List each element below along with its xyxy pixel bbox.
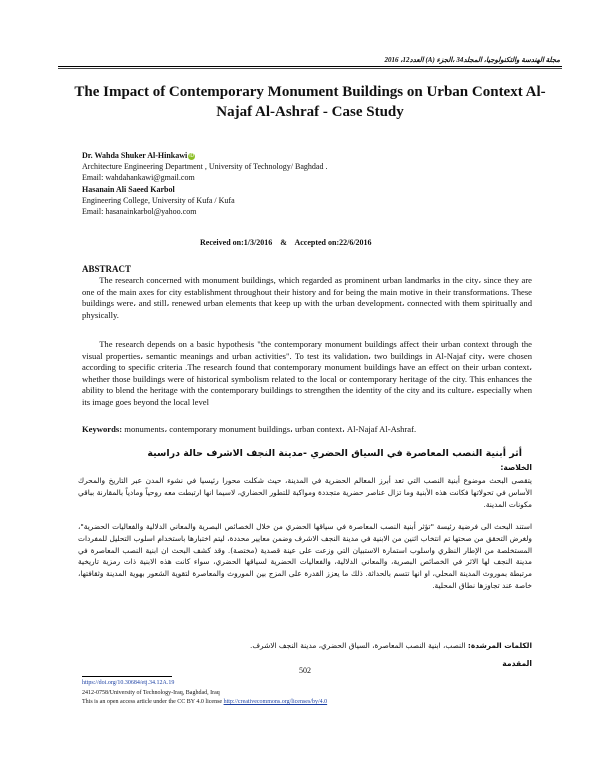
keywords-line: [82, 424, 532, 436]
paper-title: The Impact of Contemporary Monument Buildings on Urban Context Al-Najaf Al-Ashraf - Case Study: [74, 84, 546, 120]
accepted-date: Accepted on:22/6/2016: [294, 238, 372, 247]
date-separator: &: [280, 238, 287, 247]
abstract-paragraph-2: The research depends on a basic hypothesis "the contemporary monument buildings affect their urban context through the visual properties، semantic meanings and urban activities". To test its validation، two buildings in Al-Najaf city، were chosen according to specific criteria .The research found that contemporary monument buildings have an effect on their urban context، whether those buildings were of historical symbolism related to the local or contemporary heritage of the city. This enhances the ability to blend the heritage with the contemporary buildings to strengthen the identity of the city and its culture، especially when its image goes beyond the local level: [82, 339, 532, 407]
license-line: [82, 699, 327, 705]
arabic-paragraph-1: يتقصى البحث موضوع أبنية النصب التي تعد أبرز المعالم الحضرية في المدينة، حيث شكلت محورا رئيسيا في نشوء المدن عبر التاريخ والمحرك الأساس في تحولاتها فكانت هذه الأبنية وما تزال عناصر حضرية متجددة ومواكبة للتطور الحضاري، لاسيما انها ارتبطت معه روحياً ومادياً بالمقارنة بباقي مكونات المدينة.: [78, 476, 532, 509]
license-text: This is an open access article under the CC BY 4.0 license: [82, 699, 224, 705]
header-rule-thin: [58, 68, 562, 69]
author-block: [82, 150, 442, 217]
abstract-paragraph-1: The research concerned with monument buildings, which regarded as prominent urban landmarks in the city، since they are one of the main axes for city establishment throughout their history and for being the main motive in their transformations. These buildings were، and still، renewed urban elements that keep up with the urban development، connected with them spiritually and physically.: [82, 275, 532, 320]
author-1-email[interactable]: Email: wahdahankawi@gmail.com: [82, 173, 195, 183]
orcid-icon[interactable]: iD: [189, 153, 195, 159]
author-2-email[interactable]: Email: hasanainkarbol@yahoo.com: [82, 207, 197, 217]
author-1-line: [82, 150, 442, 161]
author-1-name: Dr. Wahda Shuker Al-Hinkawi: [82, 151, 188, 160]
header-rule: [58, 66, 562, 67]
page-number: 502: [299, 666, 311, 675]
arabic-paragraph-2: استند البحث الى فرضية رئيسة "تؤثر أبنية النصب المعاصرة في سياقها الحضري من خلال الخصائص البصرية والمعاني الدلالية والفعاليات الحضرية"، ولغرض التحقق من صحتها تم انتخاب اثنين من الابنية في مدينة النجف الاشرف وضمن معايير محددة، ليتم اختبارها باستخدام اسلوب التحليل للمفردات المستخلصة من الإطار النظري واسلوب استمارة الاستبيان التي وزعت على عينة قصدية (مختصة). وقد كشف البحث ان ابنية النصب المعاصرة في مدينة النجف لها الاثر في الخصائص البصرية، والمعاني الدلالية، والفعاليات الحضرية لسياقها الحضري، سواء كانت هذه الابنية ذات رمزية تاريخية مرتبطة بموروث المدينة المحلي، او انها تتسم بالحداثة. ذلك ما يعزز القدرة على المزج بين الموروث والمعاصرة لتقوية الشعور بهوية المدينة وثقافتها، خاصة عند تجاوزها نطاق المحلية.: [78, 522, 532, 590]
arabic-keywords-line: [82, 641, 532, 650]
journal-header: مجلة الهندسة والتكنولوجيا، المجلد34 ،الجزء (A) العدد12، 2016: [384, 56, 560, 64]
keywords-label: Keywords:: [82, 424, 123, 434]
author-1-affiliation: Architecture Engineering Department , University of Technology/ Baghdad .: [82, 162, 328, 172]
footnote-rule: [82, 676, 172, 677]
license-link[interactable]: http://creativecommons.org/licenses/by/4.0: [223, 699, 328, 705]
received-date: Received on:1/3/2016: [200, 238, 273, 247]
arabic-title: أثر أبنية النصب المعاصرة في السياق الحضري -مدينة النجف الاشرف حالة دراسية: [147, 448, 522, 459]
doi-link[interactable]: https://doi.org/10.30684/etj.34.12A.19: [82, 680, 175, 686]
issn-line: 2412-0758/University of Technology-Iraq, Baghdad, Iraq: [82, 690, 220, 696]
author-2-name: Hasanain Ali Saeed Karbol: [82, 184, 175, 194]
keywords-text: monuments، contemporary monument buildings، urban context، Al-Najaf Al-Ashraf.: [124, 424, 417, 434]
dates-line: [200, 238, 500, 247]
arabic-summary-label: الخلاصة:: [500, 463, 532, 472]
author-2-affiliation: Engineering College, University of Kufa / Kufa: [82, 195, 235, 205]
arabic-keywords-label: الكلمات المرشدة:: [467, 641, 532, 650]
abstract-heading: ABSTRACT: [82, 264, 132, 274]
arabic-keywords-text: النصب، ابنية النصب المعاصرة، السياق الحضري، مدينة النجف الاشرف.: [249, 641, 466, 650]
arabic-intro-heading: المقدمة: [502, 659, 532, 668]
